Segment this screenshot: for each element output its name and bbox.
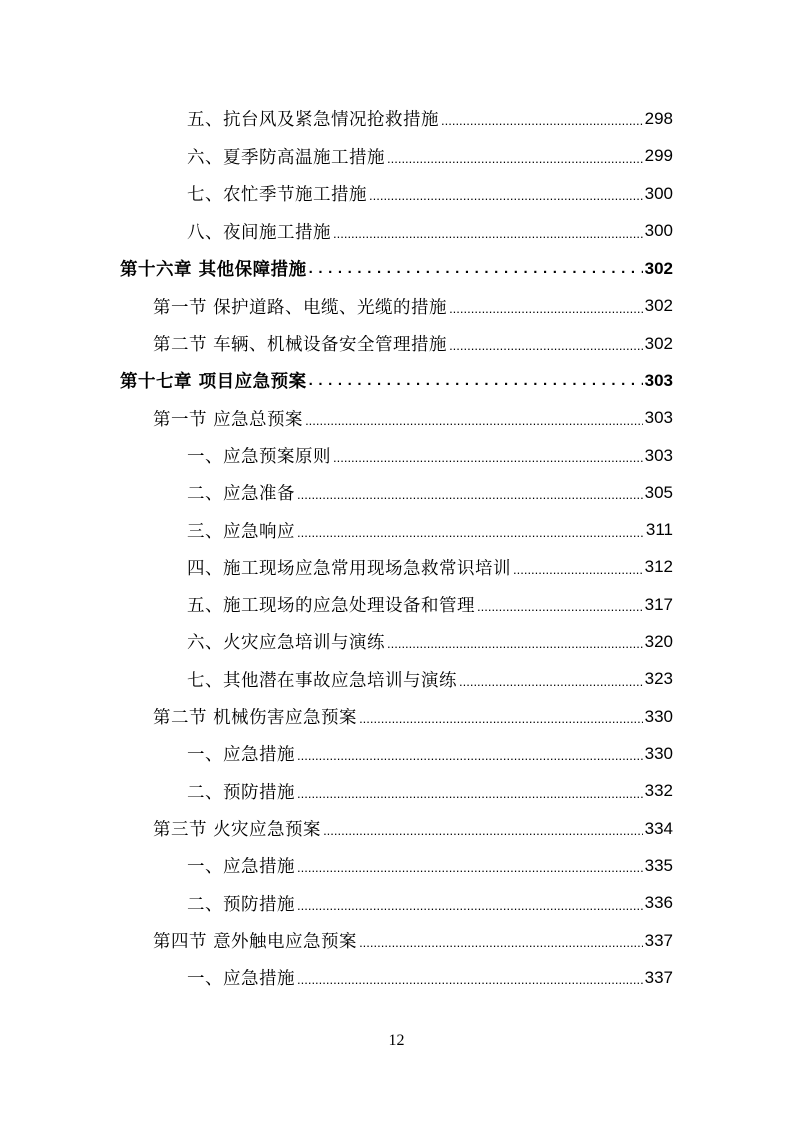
toc-section-entry[interactable] bbox=[153, 325, 673, 362]
toc-entry-title: 二、应急准备 bbox=[187, 484, 295, 504]
toc-entry-page: 300 bbox=[644, 183, 673, 203]
toc-entry-page: 303 bbox=[644, 445, 673, 465]
toc-leader-dots bbox=[477, 599, 643, 614]
toc-entry-page: 332 bbox=[644, 781, 673, 800]
toc-leader-dots bbox=[297, 786, 643, 801]
toc-entry-page: 303 bbox=[644, 370, 673, 390]
toc-subsection-entry[interactable] bbox=[187, 623, 673, 660]
toc-entry-page: 299 bbox=[644, 146, 673, 165]
toc-entry-title: 六、火灾应急培训与演练 bbox=[187, 633, 385, 653]
toc-subsection-entry[interactable] bbox=[187, 586, 673, 623]
toc-leader-dots bbox=[387, 151, 643, 166]
toc-entry-title: 一、应急措施 bbox=[187, 745, 295, 765]
toc-entry-title: 五、施工现场的应急处理设备和管理 bbox=[187, 596, 475, 616]
toc-entry-title: 第一节 应急总预案 bbox=[153, 409, 304, 430]
toc-subsection-entry[interactable] bbox=[187, 213, 673, 250]
toc-leader-dots bbox=[459, 674, 643, 689]
toc-entry-title: 六、夏季防高温施工措施 bbox=[187, 147, 385, 168]
toc-leader-dots bbox=[297, 487, 643, 502]
toc-subsection-entry[interactable] bbox=[187, 437, 673, 474]
toc-subsection-entry[interactable] bbox=[187, 549, 673, 586]
toc-leader-dots bbox=[333, 450, 643, 465]
toc-subsection-entry[interactable] bbox=[187, 512, 673, 549]
toc-leader-dots bbox=[309, 372, 643, 389]
toc-entry-page: 335 bbox=[644, 855, 673, 875]
toc-subsection-entry[interactable] bbox=[187, 735, 673, 772]
toc-section-entry[interactable] bbox=[153, 810, 673, 847]
toc-entry-page: 311 bbox=[645, 520, 673, 539]
toc-section-entry[interactable] bbox=[153, 288, 673, 325]
toc-entry-title: 三、应急响应 bbox=[187, 521, 295, 542]
toc-leader-dots bbox=[369, 188, 643, 203]
toc-entry-title: 七、其他潜在事故应急培训与演练 bbox=[187, 670, 457, 691]
toc-subsection-entry[interactable] bbox=[187, 175, 673, 212]
toc-entry-title: 一、应急预案原则 bbox=[187, 447, 331, 467]
toc-leader-dots bbox=[309, 260, 643, 277]
toc-section-entry[interactable] bbox=[153, 400, 673, 437]
toc-entry-title: 第十七章 项目应急预案 bbox=[120, 372, 307, 392]
toc-entry-page: 302 bbox=[644, 296, 673, 315]
toc-entry-page: 317 bbox=[644, 594, 673, 614]
toc-leader-dots bbox=[449, 301, 643, 316]
toc-leader-dots bbox=[323, 823, 643, 838]
toc-entry-page: 337 bbox=[644, 930, 673, 950]
toc-entry-title: 一、应急措施 bbox=[187, 969, 295, 989]
toc-entry-title: 二、预防措施 bbox=[187, 894, 295, 915]
toc-entry-title: 第四节 意外触电应急预案 bbox=[153, 932, 358, 952]
toc-entry-title: 八、夜间施工措施 bbox=[187, 222, 331, 243]
toc-leader-dots bbox=[297, 972, 643, 987]
toc-leader-dots bbox=[333, 226, 643, 241]
toc-entry-page: 302 bbox=[644, 333, 673, 353]
toc-leader-dots bbox=[305, 413, 643, 428]
toc-entry-page: 312 bbox=[644, 557, 673, 576]
toc-entry-title: 第二节 车辆、机械设备安全管理措施 bbox=[153, 335, 448, 355]
toc-subsection-entry[interactable] bbox=[187, 138, 673, 175]
toc-entry-page: 330 bbox=[644, 706, 673, 726]
toc-leader-dots bbox=[297, 898, 643, 913]
toc-subsection-entry[interactable] bbox=[187, 773, 673, 810]
toc-subsection-entry[interactable] bbox=[187, 959, 673, 996]
toc-entry-title: 第十六章 其他保障措施 bbox=[120, 260, 307, 280]
page-number: 12 bbox=[388, 1032, 405, 1049]
toc-entry-page: 305 bbox=[644, 482, 673, 502]
toc-entry-title: 四、施工现场应急常用现场急救常识培训 bbox=[187, 558, 511, 579]
toc-subsection-entry[interactable] bbox=[187, 885, 673, 922]
toc-subsection-entry[interactable] bbox=[187, 474, 673, 511]
toc-entry-title: 七、农忙季节施工措施 bbox=[187, 185, 367, 205]
toc-entry-page: 337 bbox=[644, 967, 673, 987]
toc-entry-page: 336 bbox=[644, 893, 673, 912]
toc-entry-page: 320 bbox=[644, 631, 673, 651]
toc-entry-page: 302 bbox=[644, 258, 673, 278]
toc-entry-title: 第二节 机械伤害应急预案 bbox=[153, 708, 358, 728]
toc-subsection-entry[interactable] bbox=[187, 847, 673, 884]
toc-leader-dots bbox=[387, 636, 643, 651]
toc-leader-dots bbox=[449, 338, 643, 353]
toc-section-entry[interactable] bbox=[153, 922, 673, 959]
toc-section-entry[interactable] bbox=[153, 698, 673, 735]
toc-leader-dots bbox=[359, 711, 643, 726]
toc-entry-page: 300 bbox=[644, 221, 673, 240]
toc-entry-page: 323 bbox=[644, 669, 673, 688]
toc-chapter-entry[interactable] bbox=[120, 362, 673, 399]
toc-entry-title: 二、预防措施 bbox=[187, 782, 295, 803]
toc-leader-dots bbox=[297, 748, 643, 763]
toc-entry-page: 298 bbox=[644, 108, 673, 128]
toc-entry-title: 第一节 保护道路、电缆、光缆的措施 bbox=[153, 297, 448, 318]
toc-entry-page: 334 bbox=[644, 818, 673, 838]
toc-entry-page: 330 bbox=[644, 743, 673, 763]
toc-chapter-entry[interactable] bbox=[120, 250, 673, 287]
toc-entry-page: 303 bbox=[644, 408, 673, 427]
toc-entry-title: 一、应急措施 bbox=[187, 857, 295, 877]
toc-leader-dots bbox=[297, 860, 643, 875]
toc-entry-title: 第三节 火灾应急预案 bbox=[153, 820, 322, 840]
toc-leader-dots bbox=[297, 525, 644, 540]
toc-leader-dots bbox=[441, 113, 643, 128]
toc-subsection-entry[interactable] bbox=[187, 661, 673, 698]
toc-entry-title: 五、抗台风及紧急情况抢救措施 bbox=[187, 110, 439, 130]
toc-leader-dots bbox=[513, 562, 643, 577]
toc-leader-dots bbox=[359, 935, 643, 950]
toc-subsection-entry[interactable] bbox=[187, 100, 673, 137]
